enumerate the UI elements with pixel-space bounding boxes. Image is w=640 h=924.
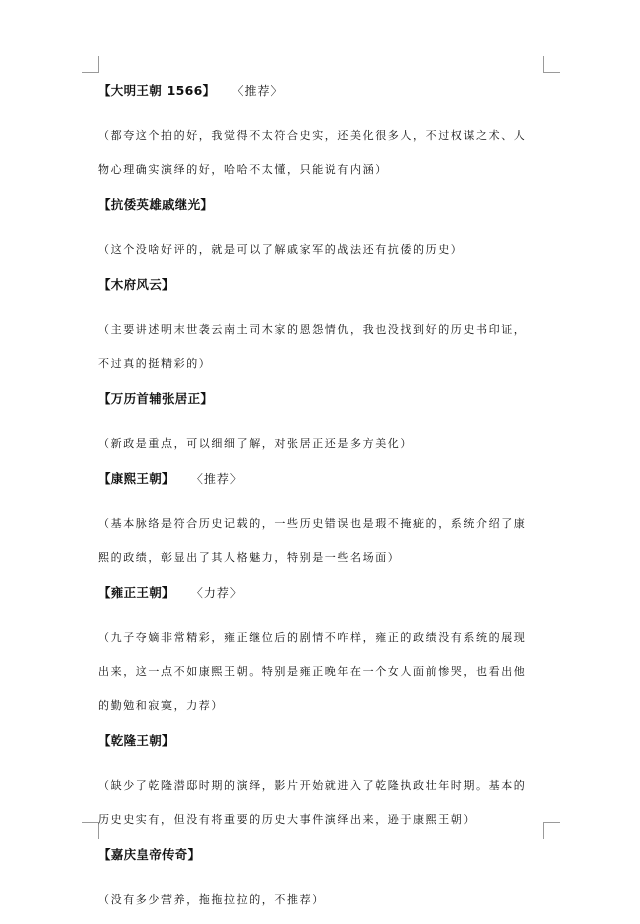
entry-description [98, 621, 548, 723]
entry-description [98, 233, 548, 267]
entry-heading [98, 194, 548, 213]
description-line: （主要讲述明末世袭云南土司木家的恩怨情仇，我也没找到好的历史书印证， [98, 323, 527, 336]
entry-heading [98, 730, 548, 749]
entry-title: 【大明王朝 1566】 [98, 83, 216, 98]
description-line: 熙的政绩，彰显出了其人格魅力，特别是一些名场面） [98, 551, 401, 564]
entry-kangxi [98, 468, 548, 575]
entry-qijiguang [98, 194, 548, 267]
crop-mark-top-right [543, 56, 560, 73]
entry-title: 【康熙王朝】 [98, 471, 175, 486]
description-line: （都夸这个拍的好，我觉得不太符合史实，还美化很多人，不过权谋之术、人 [98, 129, 527, 142]
description-line: （新政是重点，可以细细了解，对张居正还是多方美化） [98, 437, 413, 450]
recommend-badge: 〈推荐〉 [196, 472, 243, 486]
crop-mark-bottom-left [82, 822, 99, 839]
description-line: （这个没啥好评的，就是可以了解戚家军的战法还有抗倭的历史） [98, 243, 464, 256]
entry-heading [98, 274, 548, 293]
recommend-badge: 〈力荐〉 [196, 586, 243, 600]
description-line: （没有多少营养，拖拖拉拉的，不推荐） [98, 893, 325, 906]
entry-heading [98, 80, 548, 99]
entry-title: 【乾隆王朝】 [98, 733, 175, 748]
document-body [98, 80, 548, 924]
entry-zhangjuzheng [98, 388, 548, 461]
entry-description [98, 427, 548, 461]
entry-description [98, 313, 548, 381]
entry-title: 【抗倭英雄戚继光】 [98, 197, 214, 212]
entry-daming [98, 80, 548, 187]
description-line: （九子夺嫡非常精彩，雍正继位后的剧情不咋样，雍正的政绩没有系统的展现 [98, 631, 527, 644]
entry-jiaqing [98, 844, 548, 917]
entry-description [98, 883, 548, 917]
description-line: 的勤勉和寂寞，力荐） [98, 699, 224, 712]
entry-title: 【雍正王朝】 [98, 585, 175, 600]
entry-heading [98, 844, 548, 863]
entry-mufu [98, 274, 548, 381]
entry-description [98, 119, 548, 187]
entry-heading [98, 468, 548, 487]
entry-description [98, 769, 548, 837]
entry-heading [98, 582, 548, 601]
entry-description [98, 507, 548, 575]
entry-yongzheng [98, 582, 548, 723]
entry-qianlong [98, 730, 548, 837]
recommend-badge: 〈推荐〉 [237, 84, 284, 98]
entry-title: 【嘉庆皇帝传奇】 [98, 847, 201, 862]
description-line: 不过真的挺精彩的） [98, 357, 212, 370]
description-line: （基本脉络是符合历史记载的，一些历史错误也是瑕不掩疵的，系统介绍了康 [98, 517, 527, 530]
crop-mark-top-left [82, 56, 99, 73]
description-line: （缺少了乾隆潜邸时期的演绎，影片开始就进入了乾隆执政壮年时期。基本的 [98, 779, 527, 792]
entry-title: 【木府风云】 [98, 277, 175, 292]
description-line: 物心理确实演绎的好，哈哈不太懂，只能说有内涵） [98, 163, 388, 176]
entry-title: 【万历首辅张居正】 [98, 391, 214, 406]
entry-heading [98, 388, 548, 407]
description-line: 历史史实有，但没有将重要的历史大事件演绎出来，逊于康熙王朝） [98, 813, 476, 826]
description-line: 出来，这一点不如康熙王朝。特别是雍正晚年在一个女人面前惨哭，也看出他 [98, 665, 527, 678]
